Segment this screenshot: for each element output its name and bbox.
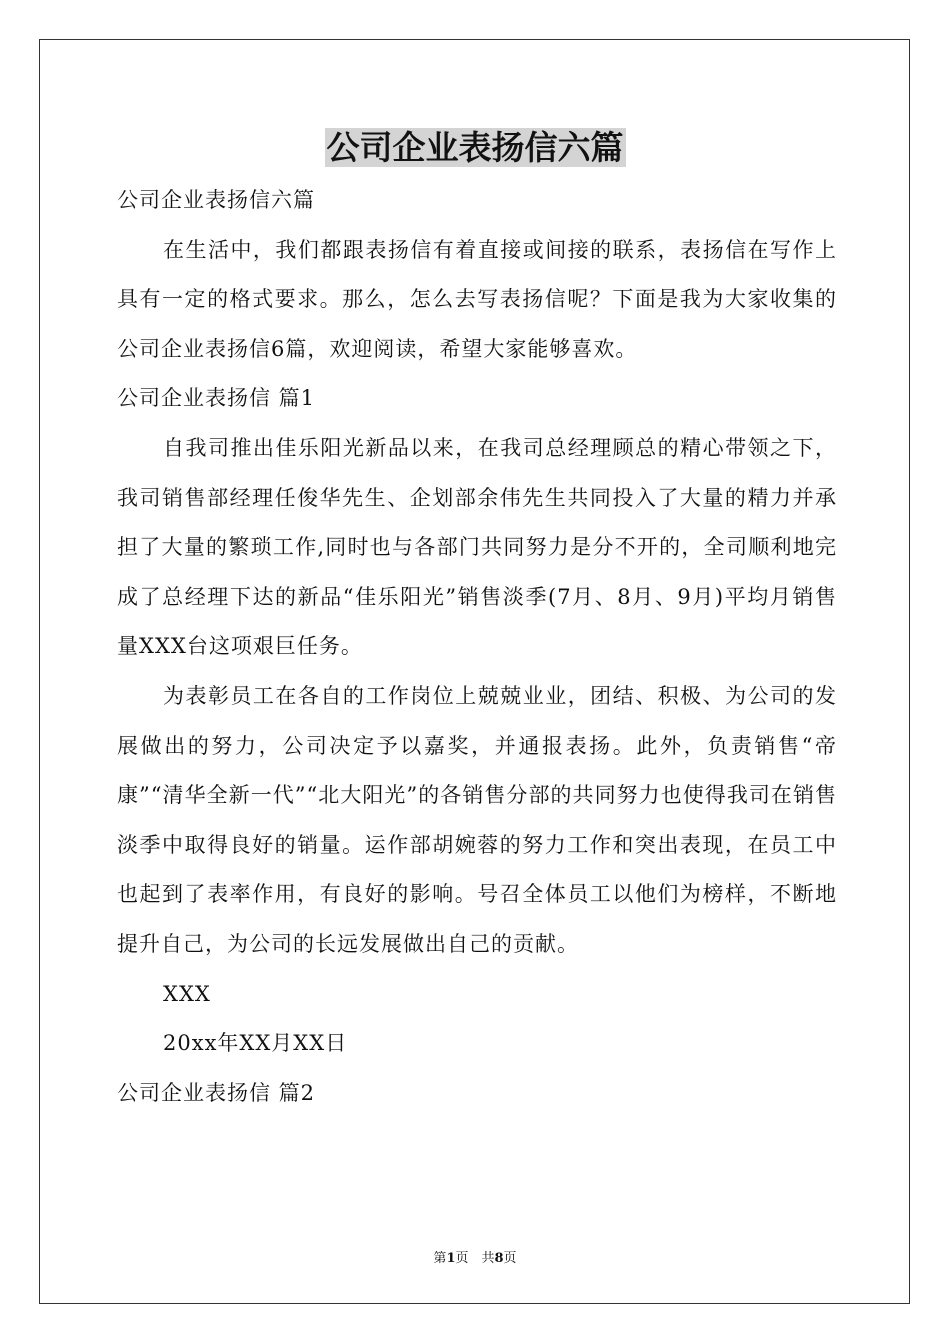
section-2-heading: 公司企业表扬信 篇2 xyxy=(117,1080,316,1105)
footer-page-number: 1 xyxy=(446,1251,456,1266)
footer-total-pages: 8 xyxy=(494,1251,504,1266)
footer-page-prefix: 第 xyxy=(433,1251,447,1266)
section-1-heading: 公司企业表扬信 篇1 xyxy=(117,386,316,411)
intro-paragraph: 在生活中，我们都跟表扬信有着直接或间接的联系，表扬信在写作上具有一定的格式要求。那么，怎么去写表扬信呢？下面是我为大家收集的公司企业表扬信6篇，欢迎阅读，希望大家能够喜欢。 xyxy=(117,237,837,361)
section-1-paragraph-2: 为表彰员工在各自的工作岗位上兢兢业业，团结、积极、为公司的发展做出的努力，公司决定予以嘉奖，并通报表扬。此外，负责销售“帝康”“清华全新一代”“北大阳光”的各销售分部的共同努力也使得我司在销售淡季中取得良好的销量。运作部胡婉蓉的努力工作和突出表现，在员工中也起到了表率作用，有良好的影响。号召全体员工以他们为榜样，不断地提升自己，为公司的长远发展做出自己的贡献。 xyxy=(117,683,837,956)
document-title-text: 公司企业表扬信六篇 xyxy=(326,128,624,167)
document-body xyxy=(117,176,837,1118)
section-1-signature: XXX xyxy=(163,981,211,1006)
document-subtitle: 公司企业表扬信六篇 xyxy=(117,188,315,212)
footer-page-mid: 页 共 xyxy=(455,1251,495,1266)
section-1-date: 20xx年XX月XX日 xyxy=(163,1031,348,1056)
footer-page-suffix: 页 xyxy=(503,1251,517,1266)
document-title xyxy=(0,124,950,172)
section-1-paragraph-1: 自我司推出佳乐阳光新品以来，在我司总经理顾总的精心带领之下，我司销售部经理任俊华先生、企划部余伟先生共同投入了大量的精力并承担了大量的繁琐工作,同时也与各部门共同努力是分不开的，全司顺利地完成了总经理下达的新品“佳乐阳光”销售淡季(7月、8月、9月)平均月销售量XXX台这项艰巨任务。 xyxy=(117,435,837,659)
page-footer xyxy=(0,1247,950,1266)
